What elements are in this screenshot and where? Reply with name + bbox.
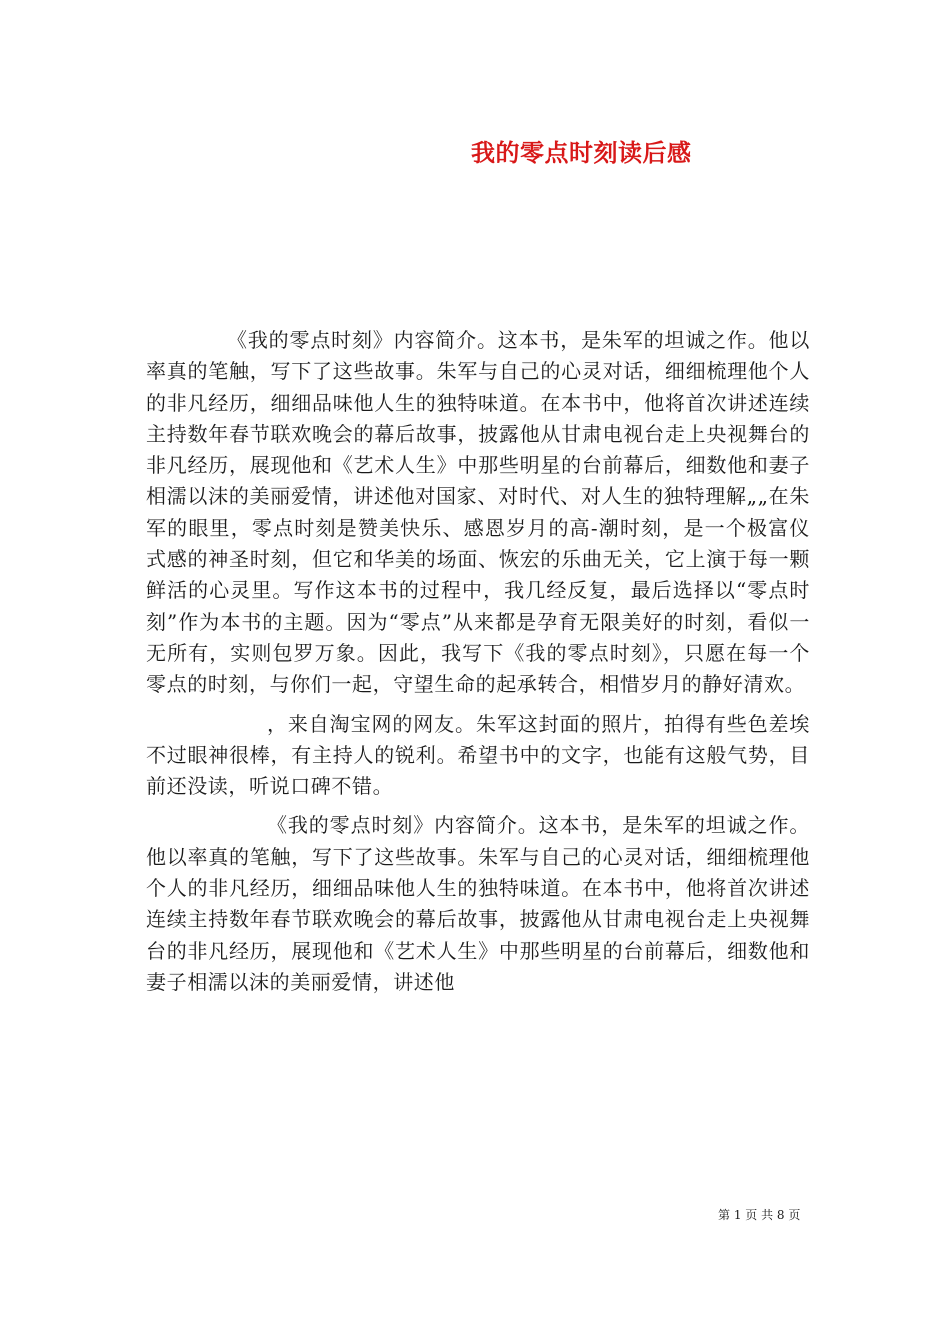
- document-title: 我的零点时刻读后感: [471, 138, 692, 167]
- paragraph: ，来自淘宝网的网友。朱军这封面的照片，拍得有些色差埃不过眼神很棒，有主持人的锐利。希望书中的文字，也能有这般气势，目前还没读，听说口碑不错。: [146, 711, 810, 799]
- paragraph: 《我的零点时刻》内容简介。这本书，是朱军的坦诚之作。他以率真的笔触，写下了这些故事。朱军与自己的心灵对话，细细梳理他个人的非凡经历，细细品味他人生的独特味道。在本书中，他将首次讲述连续主持数年春节联欢晚会的幕后故事，披露他从甘肃电视台走上央视舞台的非凡经历，展现他和《艺术人生》中那些明星的台前幕后，细数他和妻子相濡以沫的美丽爱情，讲述他: [146, 813, 810, 994]
- paragraph: 《我的零点时刻》内容简介。这本书，是朱军的坦诚之作。他以率真的笔触，写下了这些故事。朱军与自己的心灵对话，细细梳理他个人的非凡经历，细细品味他人生的独特味道。在本书中，他将首次讲述连续主持数年春节联欢晚会的幕后故事，披露他从甘肃电视台走上央视舞台的非凡经历，展现他和《艺术人生》中那些明星的台前幕后，细数他和妻子相濡以沫的美丽爱情，讲述他对国家、对时代、对人生的独特理解„„在朱军的眼里，零点时刻是赞美快乐、感恩岁月的高-潮时刻，是一个极富仪式感的神圣时刻，但它和华美的场面、恢宏的乐曲无关，它上演于每一颗鲜活的心灵里。写作这本书的过程中，我几经反复，最后选择以“零点时刻”作为本书的主题。因为“零点”从来都是孕育无限美好的时刻，看似一无所有，实则包罗万象。因此，我写下《我的零点时刻》，只愿在每一个零点的时刻，与你们一起，守望生命的起承转合，相惜岁月的静好清欢。: [146, 328, 810, 697]
- page-number-footer: 第 1 页 共 8 页: [718, 1208, 801, 1222]
- document-body: [146, 325, 810, 1006]
